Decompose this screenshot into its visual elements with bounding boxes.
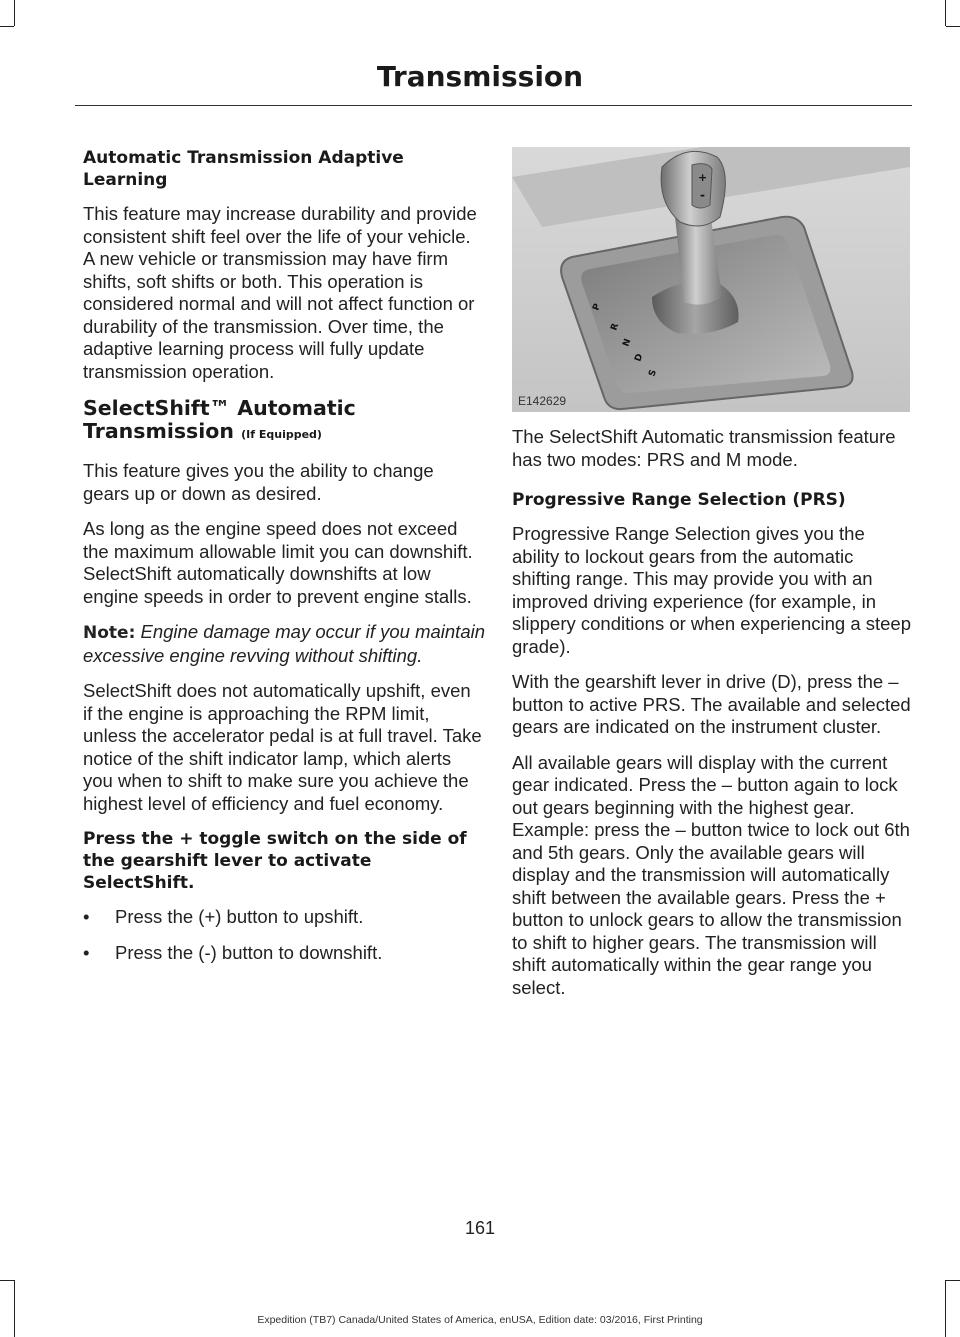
selectshift-paragraph-3: SelectShift does not automatically upshift, even if the engine is approaching the RPM limit, unless the accelerator pedal is at full travel. Take notice of the shift indicator lamp, which alerts you when to shift to make sure you achieve the highest level of efficiency and fuel economy.	[83, 680, 482, 814]
gear-letter-n: N	[621, 337, 634, 349]
minus-label: -	[700, 188, 705, 202]
list-item	[83, 906, 485, 929]
crop-mark	[0, 26, 14, 27]
prs-paragraph-2: With the gearshift lever in drive (D), press the – button to active PRS. The available and selected gears are indicated on the instrument cluster.	[512, 671, 911, 737]
left-column	[83, 147, 485, 977]
gear-letter-p: P	[591, 302, 604, 313]
bullet-glyph: •	[83, 941, 90, 963]
gearshift-illustration	[512, 147, 910, 412]
note-text: Engine damage may occur if you maintain excessive engine revving without shifting.	[83, 621, 486, 666]
shift-button-list	[83, 906, 485, 964]
adaptive-learning-heading: Automatic Transmission Adaptive Learning	[83, 148, 404, 190]
list-item-text: Press the (-) button to downshift.	[115, 941, 383, 963]
gearshift-figure	[512, 147, 910, 412]
selectshift-heading-text: SelectShift™ Automatic Transmission	[83, 396, 356, 443]
list-item	[83, 942, 485, 965]
right-column	[512, 147, 914, 1012]
page-title: Transmission	[376, 60, 584, 93]
gear-letter-d: D	[633, 352, 646, 364]
header-rule	[75, 105, 912, 106]
bullet-glyph: •	[83, 906, 90, 927]
selectshift-paragraph-2: As long as the engine speed does not exceed the maximum allowable limit you can downshift. SelectShift automatically downshifts at low engine speeds in order to prevent engine stalls.	[83, 518, 473, 607]
page-number: 161	[464, 1218, 496, 1238]
note-label: Note:	[83, 623, 136, 643]
gear-letter-s: S	[647, 368, 660, 379]
crop-mark	[946, 26, 960, 27]
adaptive-learning-body: This feature may increase durability and provide consistent shift feel over the life of your vehicle. A new vehicle or transmission may have firm shifts, soft shifts or both. This operation is considered normal and will not affect function or durability of the transmission. Over time, the adaptive learning process will fully update transmission operation.	[83, 203, 477, 382]
if-equipped-label: (If Equipped)	[241, 428, 322, 441]
selectshift-paragraph-1: This feature gives you the ability to change gears up or down as desired.	[83, 460, 434, 504]
footer: Expedition (TB7) Canada/United States of America, enUSA, Edition date: 03/2016, First Printing	[257, 1314, 703, 1326]
modes-paragraph: The SelectShift Automatic transmission feature has two modes: PRS and M mode.	[512, 426, 896, 470]
note	[83, 621, 485, 667]
crop-mark	[0, 1280, 14, 1281]
crop-mark	[14, 1280, 15, 1337]
figure-code: E142629	[518, 394, 567, 408]
list-item-text: Press the (+) button to upshift.	[115, 906, 364, 927]
crop-mark	[14, 0, 15, 26]
plus-label: +	[698, 171, 708, 184]
crop-mark	[946, 1280, 960, 1281]
prs-heading: Progressive Range Selection (PRS)	[512, 490, 846, 510]
selectshift-heading	[83, 397, 485, 446]
gear-letter-r: R	[609, 322, 622, 333]
press-toggle-heading: Press the + toggle switch on the side of the gearshift lever to activate SelectShift.	[83, 829, 467, 893]
crop-mark	[945, 0, 946, 26]
prs-paragraph-1: Progressive Range Selection gives you the ability to lockout gears from the automatic shifting range. This may provide you with an improved driving experience (for example, in slippery conditions or when experiencing a steep grade).	[512, 523, 912, 657]
prs-paragraph-3: All available gears will display with the current gear indicated. Press the – button again to lock out gears beginning with the highest gear. Example: press the – button twice to lock out 6th and 5th gears. Only the available gears will display and the transmission will automatically shift between the available gears. Press the + button to unlock gears to allow the transmission to shift to higher gears. The transmission will shift automatically within the gear range you select.	[512, 751, 910, 998]
crop-mark	[945, 1280, 946, 1337]
